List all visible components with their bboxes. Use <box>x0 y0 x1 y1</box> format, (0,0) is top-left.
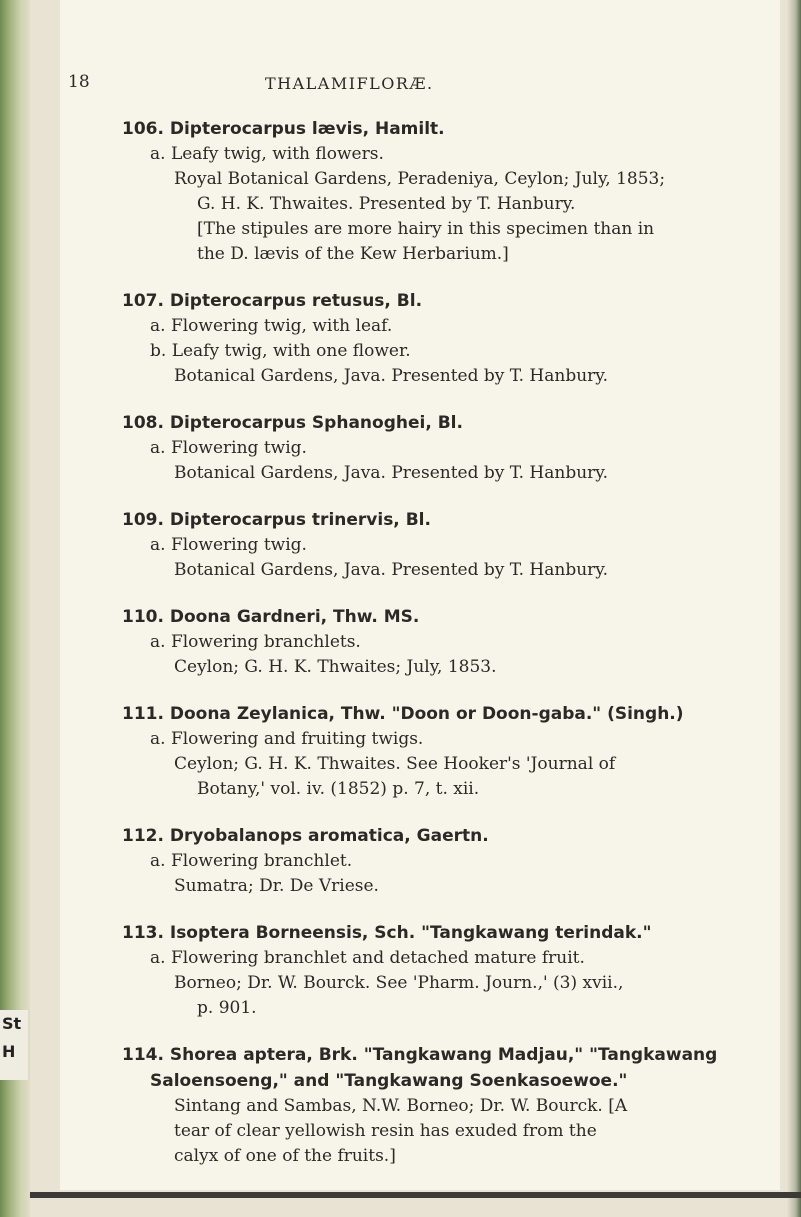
entry-line: Botany,' vol. iv. (1852) p. 7, t. xii. <box>197 779 480 799</box>
entry-line: the D. lævis of the Kew Herbarium.] <box>197 244 509 264</box>
entry-line: a. Flowering twig. <box>150 535 307 555</box>
entry-line: Sumatra; Dr. De Vriese. <box>174 876 379 896</box>
entry-title: 114. Shorea aptera, Brk. "Tangkawang Madjau," "Tangkawang <box>122 1045 718 1065</box>
entry-line: p. 901. <box>197 998 257 1018</box>
bottom-rule <box>30 1192 801 1198</box>
entry-title: 110. Doona Gardneri, Thw. MS. <box>122 607 420 627</box>
entry-title: 106. Dipterocarpus lævis, Hamilt. <box>122 119 445 139</box>
entry-113 <box>122 920 782 1021</box>
catalogue-entries <box>122 116 782 1190</box>
entry-line: tear of clear yellowish resin has exuded from the <box>174 1121 597 1141</box>
entry-line: a. Leafy twig, with flowers. <box>150 144 384 164</box>
entry-line: Royal Botanical Gardens, Peradeniya, Ceylon; July, 1853; <box>174 169 666 189</box>
entry-line: a. Flowering twig. <box>150 438 307 458</box>
entry-line: a. Flowering branchlet. <box>150 851 353 871</box>
left-page-edge <box>0 0 30 1217</box>
entry-line: Botanical Gardens, Java. Presented by T. Hanbury. <box>174 560 609 580</box>
entry-line: G. H. K. Thwaites. Presented by T. Hanbury. <box>197 194 576 214</box>
entry-line: [The stipules are more hairy in this specimen than in <box>197 219 655 239</box>
entry-line: a. Flowering branchlet and detached mature fruit. <box>150 948 585 968</box>
right-page-edge <box>787 0 801 1217</box>
entry-110 <box>122 604 782 680</box>
entry-line: Ceylon; G. H. K. Thwaites. See Hooker's 'Journal of <box>174 754 616 774</box>
entry-line: Borneo; Dr. W. Bourck. See 'Pharm. Journ.,' (3) xvii., <box>174 973 624 993</box>
entry-line: Ceylon; G. H. K. Thwaites; July, 1853. <box>174 657 497 677</box>
entry-line: Botanical Gardens, Java. Presented by T. Hanbury. <box>174 463 609 483</box>
margin-tab: St H <box>0 1010 28 1080</box>
entry-line: b. Leafy twig, with one flower. <box>150 341 411 361</box>
entry-title: 108. Dipterocarpus Sphanoghei, Bl. <box>122 413 463 433</box>
entry-title: 111. Doona Zeylanica, Thw. "Doon or Doon-gaba." (Singh.) <box>122 704 684 724</box>
entry-line: calyx of one of the fruits.] <box>174 1146 396 1166</box>
entry-108 <box>122 410 782 486</box>
running-head: THALAMIFLORÆ. <box>265 74 434 93</box>
entry-title: 109. Dipterocarpus trinervis, Bl. <box>122 510 431 530</box>
entry-title: 107. Dipterocarpus retusus, Bl. <box>122 291 423 311</box>
entry-line: a. Flowering and fruiting twigs. <box>150 729 424 749</box>
entry-106 <box>122 116 782 267</box>
entry-title: 112. Dryobalanops aromatica, Gaertn. <box>122 826 489 846</box>
entry-line: a. Flowering twig, with leaf. <box>150 316 393 336</box>
entry-title-continued: Saloensoeng," and "Tangkawang Soenkasoewoe." <box>150 1071 628 1091</box>
entry-107 <box>122 288 782 389</box>
entry-114 <box>122 1042 782 1169</box>
entry-112 <box>122 823 782 899</box>
entry-109 <box>122 507 782 583</box>
entry-title: 113. Isoptera Borneensis, Sch. "Tangkawang terindak." <box>122 923 652 943</box>
entry-111 <box>122 701 782 802</box>
entry-line: Botanical Gardens, Java. Presented by T. Hanbury. <box>174 366 609 386</box>
entry-line: Sintang and Sambas, N.W. Borneo; Dr. W. Bourck. [A <box>174 1096 628 1116</box>
page-number: 18 <box>68 72 90 92</box>
entry-line: a. Flowering branchlets. <box>150 632 361 652</box>
